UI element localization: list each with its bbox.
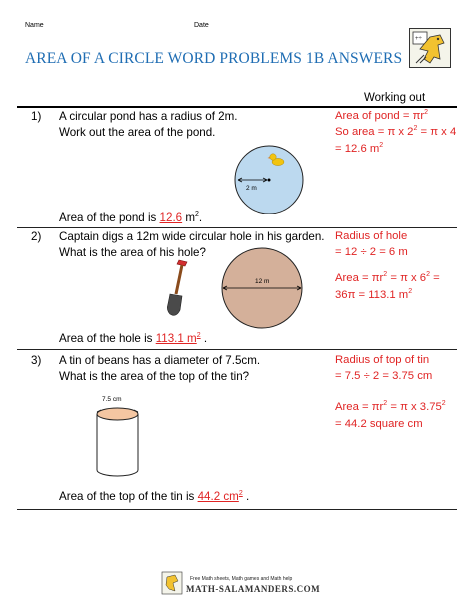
q3-work1: Radius of top of tin: [335, 354, 430, 366]
q2-answer: Area of the hole is 113.1 $m^2$ .: [59, 332, 208, 345]
q2-line1: Captain digs a 12m wide circular hole in his garden.: [59, 230, 325, 243]
q2-number: 2): [31, 230, 42, 243]
footer-brand[interactable]: MATH-SALAMANDERS.COM: [186, 584, 321, 594]
q3-work2: = 7.5 ÷ 2 = 3.75 cm: [335, 370, 433, 382]
q1-answer: Area of the pond is 12.6 $m^2$.: [59, 211, 203, 224]
q3-line1: A tin of beans has a diameter of 7.5cm.: [59, 354, 261, 367]
q1-work3: = 12.6 $m^2$: [335, 142, 384, 155]
q2-line2: What is the area of his hole?: [59, 246, 206, 259]
tin-can-icon: [88, 392, 148, 480]
date-label: Date: [194, 22, 209, 29]
q3-work3: Area = $\pi r^2 = \pi$ x 3.75$^2$: [335, 400, 446, 413]
pond-diagram: [231, 144, 311, 214]
q2-work2: = 12 ÷ 2 = 6 m: [335, 246, 408, 258]
q3-divider: [17, 509, 457, 510]
name-label: Name: [25, 22, 44, 29]
q1-work2: So area = π x $2^2 = \pi$ x 4: [335, 125, 457, 138]
q3-answer: Area of the top of the tin is 44.2 $cm^2$ .: [59, 490, 250, 503]
spade-icon: [158, 258, 198, 322]
q2-work4: 36π = 113.1 $m^2$: [335, 288, 413, 301]
salamander-logo-icon: [409, 28, 451, 68]
working-out-label: Working out: [364, 92, 426, 104]
q2-divider: [17, 349, 457, 350]
q3-work4: = 44.2 square cm: [335, 418, 423, 430]
q3-diagram-label: 7.5 cm: [102, 396, 122, 403]
footer-tagline: Free Math sheets, Math games and Math help: [190, 576, 293, 582]
q1-work1: Area of pond = $\pi r^2$: [335, 109, 429, 122]
hole-diagram: [218, 246, 310, 330]
q3-number: 3): [31, 354, 42, 367]
q2-diagram-label: 12 m: [255, 278, 270, 285]
q1-line2: Work out the area of the pond.: [59, 126, 216, 139]
footer-logo-icon: [161, 571, 183, 595]
q2-work3: Area = $\pi r^2 = \pi$ x $6^2$ =: [335, 271, 440, 284]
page-title: AREA OF A CIRCLE WORD PROBLEMS 1B ANSWERS: [25, 50, 403, 67]
q1-diagram-label: 2 m: [246, 185, 257, 192]
q1-line1: A circular pond has a radius of 2m.: [59, 110, 238, 123]
q1-number: 1): [31, 110, 42, 123]
q3-line2: What is the area of the top of the tin?: [59, 370, 250, 383]
q2-work1: Radius of hole: [335, 230, 408, 242]
svg-text:+÷: +÷: [415, 36, 422, 42]
